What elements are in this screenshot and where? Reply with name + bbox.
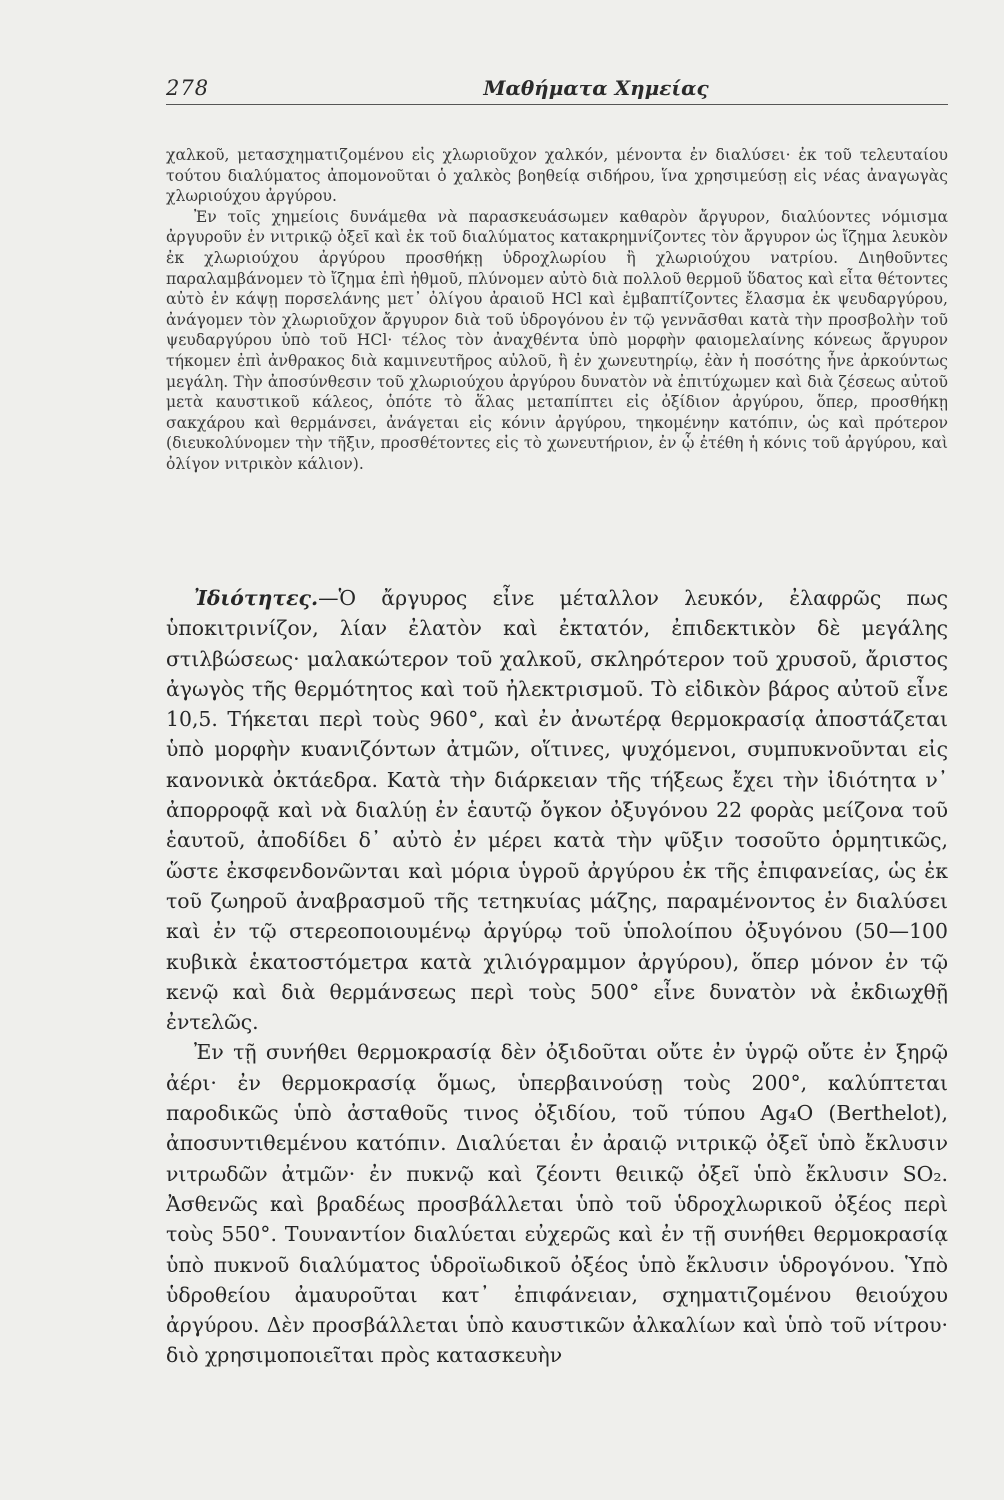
section-heading: Ἰδιότητες. bbox=[194, 586, 319, 610]
page-header bbox=[166, 76, 946, 106]
properties-section bbox=[166, 583, 948, 1371]
running-title: Μαθήματα Χημείας bbox=[483, 76, 709, 100]
header-rule bbox=[166, 104, 948, 105]
properties-paragraph-1-text: —Ὁ ἄργυρος εἶνε μέταλλον λευκόν, ἐλαφρῶς πως ὑποκιτρινίζον, λίαν ἐλατὸν καὶ ἐκτατόν, ἐπιδεκτικὸν δὲ μεγάλης στιλβώσεως· μαλακώτερον τοῦ χαλκοῦ, σκληρότερον τοῦ χρυσοῦ, ἄριστος ἀγωγὸς τῆς θερμότητος καὶ τοῦ ἠλεκτρισμοῦ. Τὸ εἰδικὸν βάρος αὐτοῦ εἶνε 10,5. Τήκεται περὶ τοὺς 960°, καὶ ἐν ἀνωτέρᾳ θερμοκρασίᾳ ἀποστάζεται ὑπὸ μορφὴν κυανιζόντων ἀτμῶν, οἵτινες, ψυχόμενοι, συμπυκνοῦνται εἰς κανονικὰ ὀκτάεδρα. Κατὰ τὴν διάρκειαν τῆς τήξεως ἔχει τὴν ἰδιότητα ν᾽ ἀπορροφᾷ καὶ νὰ διαλύῃ ἐν ἑαυτῷ ὄγκον ὀξυγόνου 22 φορὰς μείζονα τοῦ ἑαυτοῦ, ἀποδίδει δ᾽ αὐτὸ ἐν μέρει κατὰ τὴν ψῦξιν τοσοῦτο ὁρμητικῶς, ὥστε ἐκσφενδονῶνται καὶ μόρια ὑγροῦ ἀργύρου ἐκ τῆς ἐπιφανείας, ὡς ἐκ τοῦ ζωηροῦ ἀναβρασμοῦ τῆς τετηκυίας μάζης, παραμένοντος ἐν διαλύσει καὶ ἐν τῷ στερεοποιουμένῳ ἀργύρῳ τοῦ ὑπολοίπου ὀξυγόνου (50—100 κυβικὰ ἑκατοστόμετρα κατὰ χιλιόγραμμον ἀργύρου), ὅπερ μόνον ἐν τῷ κενῷ καὶ διὰ θερμάνσεως περὶ τοὺς 500° εἶνε δυνατὸν νὰ ἐκδιωχθῇ ἐντελῶς. bbox=[166, 586, 948, 1035]
small-paragraph-2: Ἐν τοῖς χημείοις δυνάμεθα νὰ παρασκευάσωμεν καθαρὸν ἄργυρον, διαλύοντες νόμισμα ἀργυροῦν ἐν νιτρικῷ ὀξεῖ καὶ ἐκ τοῦ διαλύματος κατακρημνίζοντες τὸν ἄργυρον ὡς ἴζημα λευκὸν ἐκ χλωριούχου ἀργύρου προσθήκῃ ὑδροχλωρίου ἢ χλωριούχου νατρίου. Διηθοῦντες παραλαμβάνομεν τὸ ἴζημα ἐπὶ ἠθμοῦ, πλύνομεν αὐτὸ διὰ πολλοῦ θερμοῦ ὕδατος καὶ εἶτα θέτοντες αὐτὸ ἐν κάψῃ πορσελάνης μετ᾽ ὀλίγου ἀραιοῦ HCl καὶ ἐμβαπτίζοντες ἔλασμα ἐκ ψευδαργύρου, ἀνάγομεν τὸν χλωριοῦχον ἄργυρον διὰ τοῦ ὑδρογόνου ἐν τῷ γεννᾶσθαι κατὰ τὴν προσβολὴν τοῦ ψευδαργύρου ὑπὸ τοῦ HCl· τέλος τὸν ἀναχθέντα ὑπὸ μορφὴν φαιομελαίνης κόνεως ἄργυρον τήκομεν ἐπὶ ἀνθρακος διὰ καμινευτῆρος αὐλοῦ, ἢ ἐν χωνευτηρίῳ, ἐὰν ἡ ποσότης ἦνε ἀρκούντως μεγάλη. Τὴν ἀποσύνθεσιν τοῦ χλωριούχου ἀργύρου δυνατὸν νὰ ἐπιτύχωμεν καὶ διὰ ζέσεως αὐτοῦ μετὰ καυστικοῦ κάλεος, ὁπότε τὸ ἅλας μεταπίπτει εἰς ὀξίδιον ἀργύρου, ὅπερ, προσθήκῃ σακχάρου καὶ θερμάνσει, ἀνάγεται εἰς κόνιν ἀργύρου, τηκομένην κατόπιν, ὡς καὶ πρότερον (διευκολύνομεν τὴν τῆξιν, προσθέτοντες εἰς τὸ χωνευτήριον, ἐν ᾧ ἐτέθη ἡ κόνις τοῦ ἀργύρου, καὶ ὀλίγον νιτρικὸν κάλιον). bbox=[166, 207, 949, 473]
properties-paragraph-1 bbox=[166, 583, 948, 1037]
small-print-section bbox=[166, 145, 948, 475]
properties-paragraph-2: Ἐν τῇ συνήθει θερμοκρασίᾳ δὲν ὀξιδοῦται οὔτε ἐν ὑγρῷ οὔτε ἐν ξηρῷ ἀέρι· ἐν θερμοκρασίᾳ ὅμως, ὑπερβαινούσῃ τοὺς 200°, καλύπτεται παροδικῶς ὑπὸ ἀσταθοῦς τινος ὀξιδίου, τοῦ τύπου Ag₄O (Berthelot), ἀποσυντιθεμένου κατόπιν. Διαλύεται ἐν ἀραιῷ νιτρικῷ ὀξεῖ ὑπὸ ἔκλυσιν νιτρωδῶν ἀτμῶν· ἐν πυκνῷ καὶ ζέοντι θειικῷ ὀξεῖ ὑπὸ ἔκλυσιν SO₂. Ἀσθενῶς καὶ βραδέως προσβάλλεται ὑπὸ τοῦ ὑδροχλωρικοῦ ὀξέος περὶ τοὺς 550°. Τουναντίον διαλύεται εὐχερῶς καὶ ἐν τῇ συνήθει θερμοκρασίᾳ ὑπὸ πυκνοῦ διαλύματος ὑδροϊωδικοῦ ὀξέος ὑπὸ ἔκλυσιν ὑδρογόνου. Ὑπὸ ὑδροθείου ἀμαυροῦται κατ᾽ ἐπιφάνειαν, σχηματιζομένου θειούχου ἀργύρου. Δὲν προσβάλλεται ὑπὸ καυστικῶν ἀλκαλίων καὶ ὑπὸ τοῦ νίτρου· διὸ χρησιμοποιεῖται πρὸς κατασκευὴν bbox=[166, 1040, 948, 1368]
page-number: 278 bbox=[166, 76, 210, 100]
small-paragraph-1: χαλκοῦ, μετασχηματιζομένου εἰς χλωριοῦχον χαλκόν, μένοντα ἐν διαλύσει· ἐκ τοῦ τελευταίου τούτου διαλύματος ἀπομονοῦται ὁ χαλκὸς βοηθείᾳ σιδήρου, ἵνα χρησιμεύσῃ εἰς νέας ἀναγωγὰς χλωριούχου ἀργύρου. bbox=[166, 146, 948, 206]
